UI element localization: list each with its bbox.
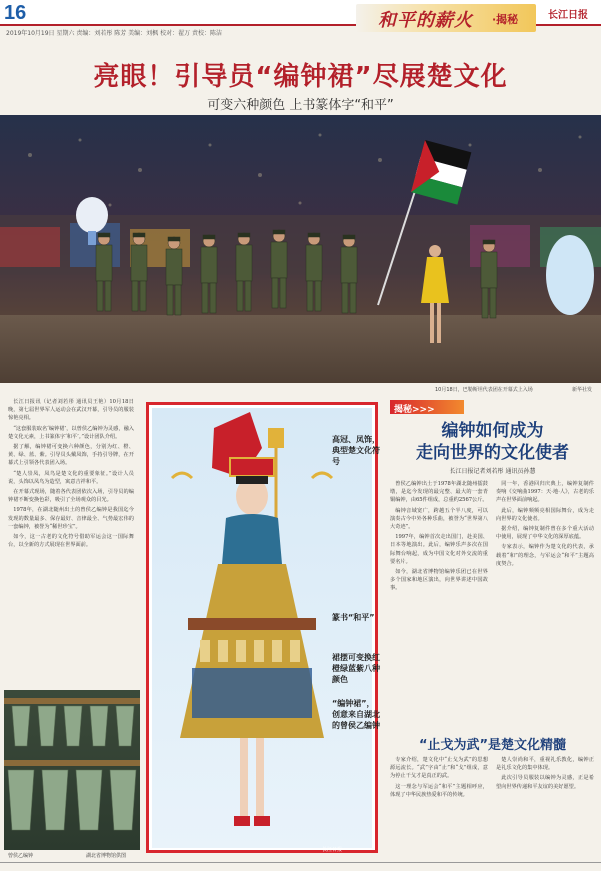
footer-rule — [0, 862, 601, 863]
page-subheadline: 可变六种颜色 上书篆体字“和平” — [207, 98, 394, 113]
paragraph: 曾侯乙编钟出土于1978年湖北随州擂鼓墩，是迄今发现的最完整、最大的一套青铜编钟，由65件组成，总重约2567公斤。 — [390, 481, 488, 504]
paragraph: 如今，这一古老的文化符号借助军运会这一国际舞台，以全新的方式展现在世界面前。 — [8, 534, 134, 549]
paragraph: 此后，编钟频频亮相国际舞台，成为走向世界的文化使者。 — [496, 507, 594, 522]
paragraph: 此次引导员服装以编钟为灵感，正是希望向世界传递和平友谊的美好愿望。 — [496, 775, 594, 790]
paragraph: 专家介绍，楚文化中“止戈为武”的思想源远流长。“武”字由“止”和“戈”组成，意为停止干戈才是真正的武。 — [390, 757, 488, 780]
paragraph: 如今，湖北省博物馆编钟乐团已在世界多个国家和地区演出，向世界讲述中国故事。 — [390, 569, 488, 592]
paragraph: “楚人崇凤，凤鸟是楚文化的重要象征。”设计人员说，头饰以凤鸟为造型，寓意吉祥和平。 — [8, 470, 134, 485]
paragraph: 楚人崇尚和平，重视礼乐教化，编钟正是礼乐文化的集中体现。 — [496, 757, 594, 772]
annotation-skirt: 裙摆可变换红橙绿蓝紫八种颜色 — [332, 653, 380, 684]
section-tag: 揭秘>>> — [390, 400, 464, 414]
paragraph: 长江日报讯（记者刘若彤 通讯员王艳）10月18日晚，第七届世界军人运动会在武汉开幕，引导员的服装惊艳亮相。 — [8, 399, 134, 422]
headline-line: 走向世界的文化使者 — [416, 443, 569, 463]
main-photo — [0, 115, 601, 383]
costume-photo-credit: 长江日报 — [322, 847, 343, 853]
section-subtitle: ·揭秘 — [492, 13, 519, 26]
bells-credit: 湖北省博物馆供图 — [86, 853, 127, 859]
bells-illustration — [4, 690, 140, 850]
annotation-crown: 高冠、凤饰，典型楚文化符号 — [332, 435, 380, 466]
photo-credit: 新华社发 — [572, 387, 593, 393]
page-number: 16 — [4, 2, 27, 24]
costume-photo — [152, 408, 372, 848]
paragraph: 同一年，香港回归庆典上，编钟复制件奏响《交响曲1997：天·地·人》，古老的乐声在世界面前响起。 — [496, 481, 594, 504]
paragraph: 专家表示，编钟作为楚文化的代表，承载着“和”的理念，与军运会“和平”主题高度契合。 — [496, 544, 594, 567]
date-line: 2019年10月19日 星期六 责编：刘若彤 陈芳 美编：刘枫 校对：翟万 责校：陈洁 — [6, 30, 222, 37]
paragraph: 1997年，编钟首次走出国门，赴美国、日本等地演出。此后，编钟乐声多次在国际舞台响起，成为中国文化对外交流的重要名片。 — [390, 534, 488, 565]
right-article-column-2 — [496, 480, 594, 728]
bottom-article-column-1 — [390, 756, 488, 856]
paragraph: 在开幕式现场，随着各代表团依次入场，引导员的编钟裙不断变换色彩，吸引了全场观众的目光。 — [8, 489, 134, 504]
bottom-article-headline: “止戈为武”是楚文化精髓 — [418, 738, 567, 753]
section-title: 和平的薪火 — [378, 10, 473, 31]
costume-illustration — [152, 408, 372, 848]
paragraph: 据介绍，编钟复制件曾在多个重大活动中使用，展现了中华文化的深厚底蕴。 — [496, 526, 594, 541]
bells-caption: 曾侯乙编钟 — [8, 853, 34, 859]
headline-line: 编钟如何成为 — [441, 421, 544, 441]
right-article-headline — [390, 420, 595, 464]
paragraph: 编钟音域宽广，跨越五个半八度，可以演奏古今中外各种乐曲，被誉为“世界第八大奇迹”。 — [390, 507, 488, 531]
photo-caption: 10月18日，巴勒斯坦代表团在开幕式上入场 — [435, 387, 533, 393]
annotation-seal: 篆书“和平” — [332, 613, 375, 622]
paragraph: 1978年，在湖北随州出土的曾侯乙编钟是我国迄今发现的数量最多、保存最好、音律最全、气势最宏伟的一套编钟，被誉为“稀世珍宝”。 — [8, 507, 134, 530]
paragraph: 据了解，编钟裙可变换六种颜色，分别为红、橙、黄、绿、蓝、紫。引导员头戴凤饰，手持引导牌，在开幕式上引领各代表团入场。 — [8, 444, 134, 467]
right-article-byline: 长江日报记者刘若彤 通讯员孙慧 — [449, 468, 536, 475]
parade-illustration — [0, 115, 601, 383]
bottom-article-column-2 — [496, 756, 594, 856]
bells-photo — [4, 690, 140, 850]
right-article-column-1 — [390, 480, 488, 728]
masthead-logo: 长江日报 — [548, 10, 588, 21]
annotation-bells: “编钟裙”，创意来自湖北的曾侯乙编钟 — [332, 699, 380, 730]
paragraph: 这一理念与军运会“和平”主题相呼应，体现了中华民族热爱和平的传统。 — [390, 783, 488, 798]
paragraph: “这套服装取名‘编钟裙’，以曾侯乙编钟为灵感，融入楚文化元素，上书篆体字‘和平’。”设计团队介绍。 — [8, 425, 134, 440]
page-headline: 亮眼！引导员“编钟裙”尽展楚文化 — [93, 62, 508, 92]
